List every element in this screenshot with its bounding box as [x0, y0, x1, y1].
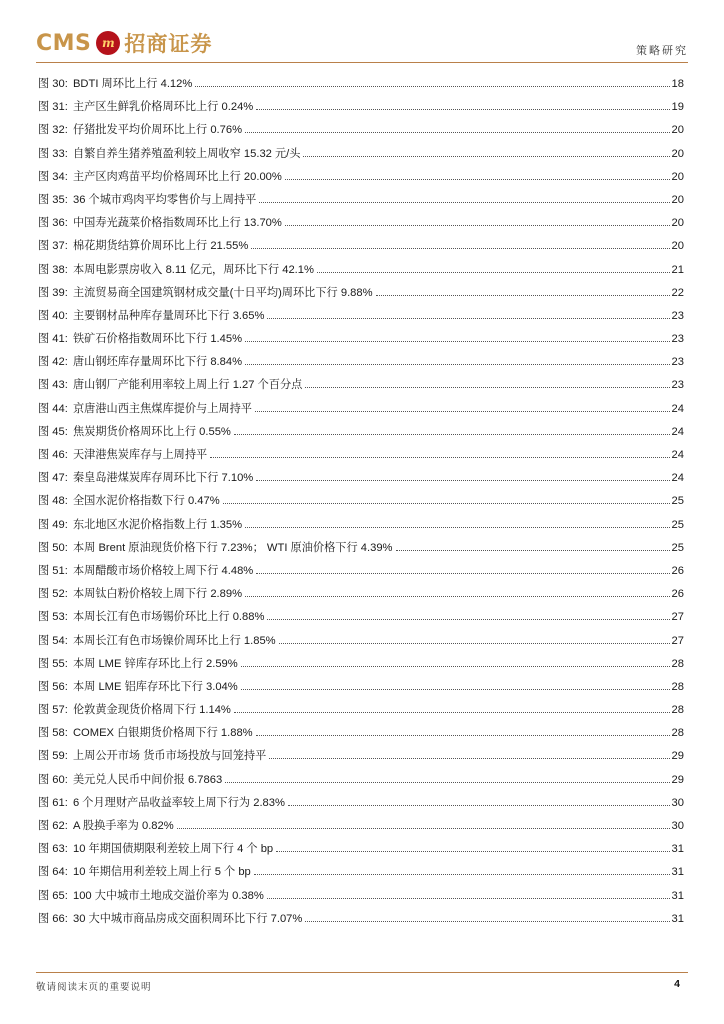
figure-number: 图 54: [38, 634, 68, 647]
figure-title: 铁矿石价格指数周环比下行 1.45% [72, 333, 243, 346]
toc-entry-label [38, 680, 238, 694]
toc-entry-label [38, 726, 253, 740]
toc-entry-label [38, 216, 282, 230]
toc-entry-label [38, 657, 238, 671]
toc-entry[interactable] [38, 263, 684, 286]
dot-leader [288, 805, 670, 806]
footer-divider [36, 972, 688, 973]
toc-entry[interactable] [38, 889, 684, 912]
toc-entry-label [38, 494, 220, 508]
toc-page-number: 26 [671, 564, 684, 577]
dot-leader [396, 550, 670, 551]
footer-disclaimer: 敬请阅读末页的重要说明 [36, 982, 152, 993]
toc-entry-label [38, 100, 253, 114]
dot-leader [267, 898, 670, 899]
toc-entry-label [38, 425, 231, 439]
toc-entry-label [38, 518, 242, 532]
dot-leader [285, 179, 670, 180]
figure-number: 图 50: [38, 541, 68, 554]
toc-entry-label [38, 912, 302, 926]
dot-leader [245, 527, 669, 528]
figure-title: 本周长江有色市场镍价周环比上行 1.85% [72, 634, 276, 647]
figure-number: 图 41: [38, 333, 68, 346]
figure-number: 图 39: [38, 286, 68, 299]
figure-title: BDTI 周环比上行 4.12% [72, 78, 193, 90]
figure-number: 图 34: [38, 170, 68, 183]
figure-list [38, 77, 684, 935]
toc-entry-label [38, 773, 222, 787]
figure-title: 美元兑人民币中间价报 6.7863 [72, 773, 223, 786]
logo-seal-icon: m [96, 31, 120, 55]
toc-page-number: 28 [671, 657, 684, 670]
figure-number: 图 45: [38, 425, 68, 438]
page-header [36, 22, 688, 62]
toc-entry[interactable] [38, 587, 684, 610]
dot-leader [256, 109, 669, 110]
dot-leader [245, 132, 669, 133]
toc-entry-label [38, 587, 242, 601]
toc-entry[interactable] [38, 216, 684, 239]
figure-number: 图 33: [38, 147, 68, 160]
figure-title: 京唐港山西主焦煤库提价与上周持平 [72, 402, 252, 415]
toc-entry-label [38, 471, 253, 485]
toc-entry[interactable] [38, 912, 684, 935]
toc-page-number: 28 [671, 727, 684, 740]
toc-page-number: 24 [671, 425, 684, 438]
toc-entry[interactable] [38, 842, 684, 865]
figure-number: 图 66: [38, 912, 68, 925]
dot-leader [234, 434, 670, 435]
company-logo [36, 28, 212, 58]
figure-title: 10 年期国债期限利差较上周下行 4 个 bp [72, 843, 274, 856]
figure-number: 图 32: [38, 124, 68, 137]
figure-title: 上周公开市场 货币市场投放与回笼持平 [72, 750, 267, 763]
dot-leader [245, 341, 669, 342]
dot-leader [255, 411, 670, 412]
toc-page-number: 21 [671, 263, 684, 276]
dot-leader [305, 387, 669, 388]
toc-page-number: 31 [671, 843, 684, 856]
figure-number: 图 38: [38, 263, 68, 276]
figure-title: 本周 LME 锌库存环比上行 2.59% [72, 657, 238, 670]
toc-entry[interactable] [38, 610, 684, 633]
toc-entry[interactable] [38, 100, 684, 123]
figure-title: 本周电影票房收入 8.11 亿元，周环比下行 42.1% [72, 263, 314, 276]
toc-page-number: 26 [671, 588, 684, 601]
toc-entry[interactable] [38, 448, 684, 471]
toc-entry-label [38, 796, 285, 810]
toc-entry-label [38, 239, 248, 253]
toc-entry[interactable] [38, 819, 684, 842]
figure-title: 自繁自养生猪养殖盈利较上周收窄 15.32 元/头 [72, 147, 301, 160]
figure-number: 图 44: [38, 402, 68, 415]
dot-leader [254, 874, 670, 875]
logo-latin-text: CMS [36, 30, 92, 56]
toc-entry[interactable] [38, 332, 684, 355]
toc-entry[interactable] [38, 703, 684, 726]
toc-page-number: 25 [671, 495, 684, 508]
toc-entry[interactable] [38, 865, 684, 888]
figure-number: 图 64: [38, 866, 68, 879]
figure-title: 本周 LME 铝库存环比下行 3.04% [72, 680, 238, 693]
dot-leader [195, 86, 669, 87]
dot-leader [223, 503, 670, 504]
toc-page-number: 20 [671, 193, 684, 206]
toc-entry-label [38, 889, 264, 903]
figure-number: 图 35: [38, 193, 68, 206]
toc-entry-label [38, 448, 207, 462]
toc-entry-label [38, 263, 314, 277]
toc-entry[interactable] [38, 402, 684, 425]
toc-entry-label [38, 170, 282, 184]
toc-entry[interactable] [38, 170, 684, 193]
dot-leader [177, 828, 670, 829]
dot-leader [267, 318, 669, 319]
toc-page-number: 29 [671, 773, 684, 786]
toc-page-number: 19 [671, 101, 684, 114]
toc-page-number: 24 [671, 402, 684, 415]
toc-entry-label [38, 819, 174, 833]
toc-entry[interactable] [38, 425, 684, 448]
toc-entry[interactable] [38, 564, 684, 587]
figure-title: 唐山钢厂产能利用率较上周上行 1.27 个百分点 [72, 379, 303, 392]
figure-title: 伦敦黄金现货价格周下行 1.14% [72, 704, 231, 717]
toc-entry-label [38, 749, 266, 763]
figure-title: 棉花期货结算价周环比上行 21.55% [72, 240, 249, 253]
dot-leader [259, 202, 669, 203]
toc-page-number: 23 [671, 309, 684, 322]
report-type: 策略研究 [636, 45, 688, 57]
toc-entry[interactable] [38, 239, 684, 262]
dot-leader [285, 225, 670, 226]
figure-number: 图 37: [38, 240, 68, 253]
dot-leader [234, 712, 670, 713]
toc-page-number: 18 [671, 78, 684, 90]
toc-entry-label [38, 634, 276, 648]
figure-title: 6 个月理财产品收益率较上周下行为 2.83% [72, 796, 285, 809]
toc-page-number: 22 [671, 286, 684, 299]
toc-entry[interactable] [38, 123, 684, 146]
figure-title: 36 个城市鸡肉平均零售价与上周持平 [72, 193, 257, 206]
toc-entry[interactable] [38, 680, 684, 703]
figure-title: COMEX 白银期货价格周下行 1.88% [72, 727, 253, 740]
dot-leader [256, 735, 670, 736]
figure-number: 图 55: [38, 657, 68, 670]
figure-number: 图 56: [38, 680, 68, 693]
toc-page-number: 23 [671, 379, 684, 392]
toc-entry[interactable] [38, 147, 684, 170]
figure-number: 图 58: [38, 727, 68, 740]
figure-number: 图 47: [38, 472, 68, 485]
toc-page-number: 31 [671, 866, 684, 879]
dot-leader [245, 596, 669, 597]
toc-entry-label [38, 77, 192, 91]
figure-number: 图 51: [38, 564, 68, 577]
toc-page-number: 24 [671, 472, 684, 485]
figure-title: 100 大中城市土地成交溢价率为 0.38% [72, 889, 264, 902]
toc-entry[interactable] [38, 726, 684, 749]
figure-title: 本周长江有色市场锡价环比上行 0.88% [72, 611, 265, 624]
dot-leader [241, 689, 670, 690]
toc-page-number: 25 [671, 541, 684, 554]
toc-page-number: 28 [671, 680, 684, 693]
dot-leader [376, 295, 670, 296]
figure-title: 主流贸易商全国建筑钢材成交量(十日平均)周环比下行 9.88% [72, 286, 373, 299]
toc-page-number: 20 [671, 124, 684, 137]
dot-leader [251, 248, 669, 249]
figure-title: 本周 Brent 原油现货价格下行 7.23%； WTI 原油价格下行 4.39% [72, 541, 393, 554]
toc-entry-label [38, 610, 264, 624]
dot-leader [241, 666, 670, 667]
toc-entry[interactable] [38, 657, 684, 680]
figure-number: 图 31: [38, 101, 68, 114]
toc-page-number: 24 [671, 449, 684, 461]
toc-entry-label [38, 332, 242, 346]
dot-leader [276, 851, 669, 852]
dot-leader [256, 480, 669, 481]
figure-number: 图 52: [38, 588, 68, 601]
header-divider [36, 62, 688, 63]
toc-entry-label [38, 703, 231, 717]
dot-leader [317, 272, 670, 273]
toc-entry-label [38, 402, 252, 416]
dot-leader [279, 643, 670, 644]
figure-number: 图 40: [38, 309, 68, 322]
toc-page-number: 30 [671, 820, 684, 832]
toc-entry[interactable] [38, 286, 684, 309]
toc-entry-label [38, 309, 264, 323]
page-number: 4 [674, 978, 680, 990]
figure-title: 主产区生鲜乳价格周环比上行 0.24% [72, 101, 254, 114]
figure-title: 东北地区水泥价格指数上行 1.35% [72, 518, 243, 531]
figure-number: 图 57: [38, 704, 68, 717]
logo-chinese-text: 招商证券 [124, 32, 213, 56]
figure-title: 10 年期信用利差较上周上行 5 个 bp [72, 866, 251, 879]
figure-number: 图 65: [38, 889, 68, 902]
toc-entry[interactable] [38, 471, 684, 494]
toc-entry-label [38, 842, 273, 856]
dot-leader [225, 782, 669, 783]
toc-entry[interactable] [38, 378, 684, 401]
figure-title: 主要钢材品种库存量周环比下行 3.65% [72, 309, 265, 322]
figure-number: 图 30: [38, 78, 68, 90]
toc-entry[interactable] [38, 773, 684, 796]
figure-title: 主产区肉鸡苗平均价格周环比上行 20.00% [72, 170, 282, 183]
dot-leader [269, 758, 669, 759]
toc-entry[interactable] [38, 193, 684, 216]
figure-title: 30 大中城市商品房成交面积周环比下行 7.07% [72, 912, 303, 925]
figure-title: A 股换手率为 0.82% [72, 820, 174, 832]
figure-title: 唐山钢坯库存量周环比下行 8.84% [72, 356, 243, 369]
toc-entry-label [38, 378, 302, 392]
dot-leader [303, 156, 669, 157]
toc-page-number: 31 [671, 912, 684, 925]
toc-page-number: 23 [671, 333, 684, 346]
toc-page-number: 25 [671, 518, 684, 531]
toc-page-number: 30 [671, 796, 684, 809]
toc-entry[interactable] [38, 796, 684, 819]
figure-number: 图 59: [38, 750, 68, 763]
figure-title: 焦炭期货价格周环比上行 0.55% [72, 425, 231, 438]
dot-leader [305, 921, 669, 922]
figure-title: 天津港焦炭库存与上周持平 [72, 449, 208, 461]
toc-page-number: 23 [671, 356, 684, 369]
dot-leader [210, 457, 669, 458]
toc-entry-label [38, 193, 256, 207]
figure-number: 图 49: [38, 518, 68, 531]
figure-number: 图 53: [38, 611, 68, 624]
toc-entry[interactable] [38, 541, 684, 564]
figure-title: 本周钛白粉价格较上周下行 2.89% [72, 588, 243, 601]
toc-page-number: 29 [671, 750, 684, 763]
toc-entry-label [38, 564, 253, 578]
toc-entry-label [38, 286, 373, 300]
figure-number: 图 62: [38, 820, 68, 832]
figure-title: 本周醋酸市场价格较上周下行 4.48% [72, 564, 254, 577]
toc-entry[interactable] [38, 309, 684, 332]
figure-number: 图 36: [38, 217, 68, 230]
toc-entry[interactable] [38, 77, 684, 100]
toc-entry[interactable] [38, 749, 684, 772]
dot-leader [256, 573, 669, 574]
dot-leader [267, 619, 669, 620]
figure-number: 图 46: [38, 449, 68, 461]
toc-entry[interactable] [38, 494, 684, 517]
toc-entry-label [38, 541, 393, 555]
toc-page-number: 20 [671, 147, 684, 160]
figure-title: 中国寿光蔬菜价格指数周环比上行 13.70% [72, 217, 282, 230]
toc-page-number: 20 [671, 170, 684, 183]
toc-page-number: 27 [671, 611, 684, 624]
toc-entry-label [38, 147, 300, 161]
toc-entry-label [38, 865, 251, 879]
figure-number: 图 43: [38, 379, 68, 392]
figure-title: 仔猪批发平均价周环比上行 0.76% [72, 124, 243, 137]
toc-page-number: 28 [671, 704, 684, 717]
figure-number: 图 60: [38, 773, 68, 786]
toc-page-number: 27 [671, 634, 684, 647]
figure-number: 图 42: [38, 356, 68, 369]
toc-page-number: 20 [671, 240, 684, 253]
figure-number: 图 48: [38, 495, 68, 508]
figure-number: 图 61: [38, 796, 68, 809]
toc-entry[interactable] [38, 634, 684, 657]
toc-page-number: 20 [671, 217, 684, 230]
toc-entry-label [38, 123, 242, 137]
toc-entry-label [38, 355, 242, 369]
figure-title: 秦皇岛港煤炭库存周环比下行 7.10% [72, 472, 254, 485]
toc-entry[interactable] [38, 518, 684, 541]
figure-number: 图 63: [38, 843, 68, 856]
dot-leader [245, 364, 669, 365]
toc-page-number: 31 [671, 889, 684, 902]
toc-entry[interactable] [38, 355, 684, 378]
figure-title: 全国水泥价格指数下行 0.47% [72, 495, 220, 508]
